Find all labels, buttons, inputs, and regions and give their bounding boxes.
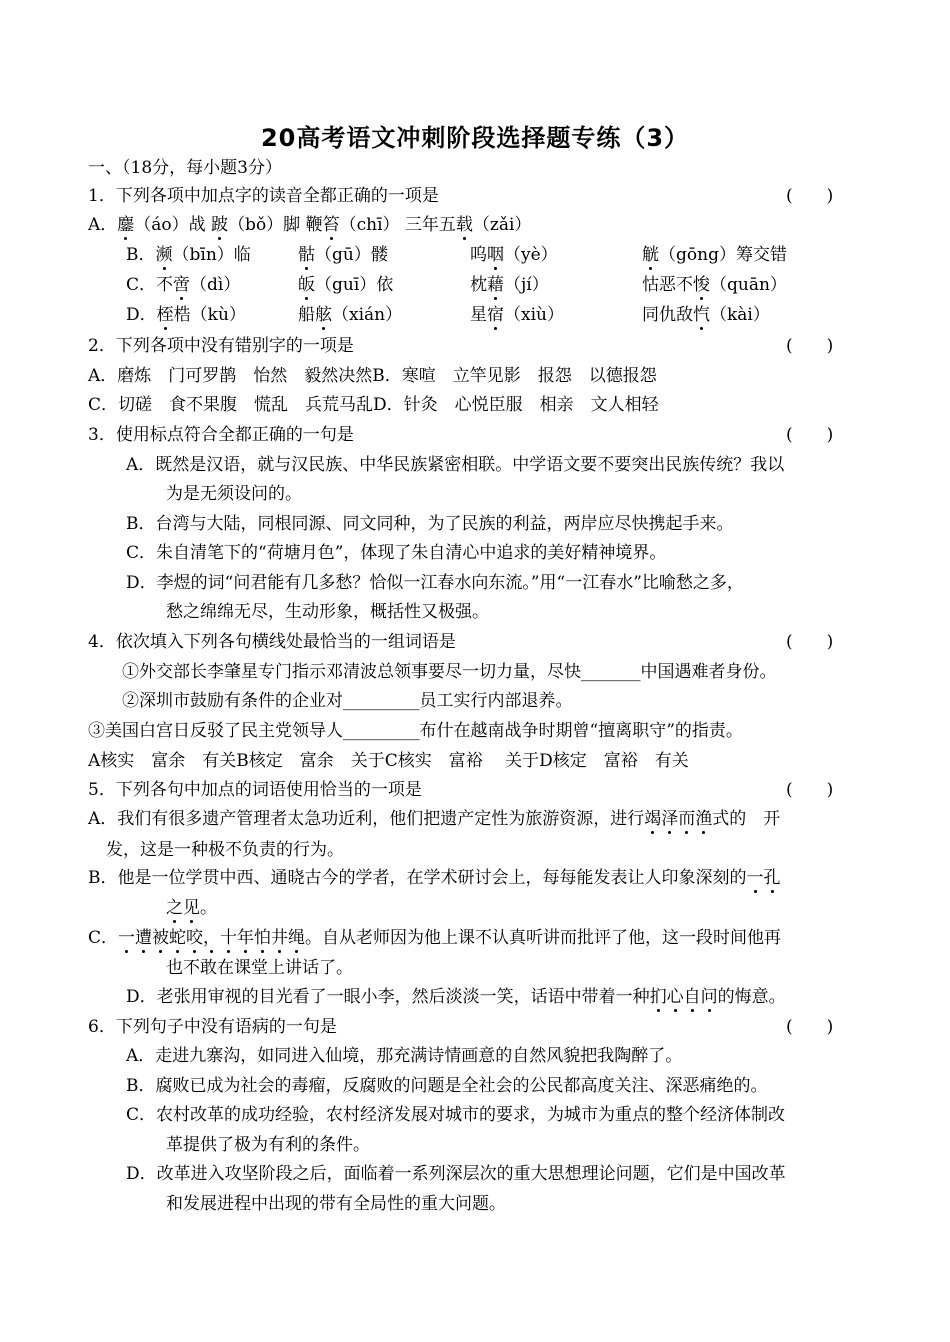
dotted-char: 年: [237, 928, 255, 948]
q6-option-c-cont: 革提供了极为有利的条件。: [166, 1135, 370, 1155]
q1-answer-paren: ( ): [786, 186, 834, 206]
dotted-char: 藉: [487, 275, 504, 295]
q1-option-d-item1: D．桎梏（kù）: [126, 305, 246, 325]
dotted-char: 忾: [693, 305, 710, 325]
q6-answer-paren: ( ): [786, 1017, 834, 1037]
q5-option-d: D．老张用审视的目光看了一眼小李，然后淡淡一笑，话语中带着一种扪心自问的悔意。: [126, 987, 786, 1007]
q2-stem: 2．下列各项中没有错别字的一项是: [88, 336, 354, 356]
dotted-char: 泽: [661, 809, 679, 829]
dotted-char: 自: [683, 987, 701, 1007]
dotted-char: 而: [678, 809, 696, 829]
dotted-char: 十: [220, 928, 238, 948]
dotted-char: 心: [666, 987, 684, 1007]
q3-option-a: A．既然是汉语，就与汉民族、中华民族紧密相联。中学语文要不要突出民族传统？我以: [126, 455, 785, 475]
q5-answer-paren: ( ): [786, 780, 834, 800]
q1-option-b-item4: 觥（gōng）筹交错: [642, 245, 787, 265]
q1-option-c-item1: C．不啻（dì）: [126, 275, 241, 295]
q1-option-b-item1: B．濒（bīn）临: [126, 245, 251, 265]
q2-options-ab: A．磨炼 门可罗鹊 怡然 毅然决然B．寒喧 立竿见影 报怨 以德报怨: [88, 366, 657, 386]
dotted-char: 皈: [298, 275, 315, 295]
q2-answer-paren: ( ): [786, 336, 834, 356]
dotted-char: 问: [700, 987, 718, 1007]
q5-option-c-cont: 也不敢在课堂上讲话了。: [166, 958, 353, 978]
q5-option-b-cont: 之见。: [166, 898, 217, 918]
dotted-char: 一: [746, 868, 764, 888]
dotted-char: 笞: [322, 215, 340, 235]
q5-option-a-cont: 发，这是一种极不负责的行为。: [106, 840, 344, 860]
q3-option-b: B．台湾与大陆，同根同源、同文同种，为了民族的利益，两岸应尽快携起手来。: [126, 514, 734, 534]
q1-option-c-item3: 枕藉（jí）: [470, 275, 549, 295]
q1-option-d-item3: 星宿（xiù）: [470, 305, 564, 325]
dotted-char: 被: [152, 928, 170, 948]
dotted-char: 一: [118, 928, 136, 948]
dotted-char: 濒: [155, 245, 173, 265]
dotted-char: 桎: [156, 305, 174, 325]
dotted-char: 载: [455, 215, 473, 235]
q4-answer-paren: ( ): [786, 632, 834, 652]
q3-option-d: D．李煜的词“问君能有几多愁？恰似一江春水向东流。”用“一江春水”比喻愁之多，: [126, 573, 744, 593]
q3-option-c: C．朱自清笔下的“荷塘月色”，体现了朱自清心中追求的美好精神境界。: [126, 543, 667, 563]
q1-option-b-item2: 骷（gū）髅: [298, 245, 388, 265]
dotted-char: 骷: [298, 245, 315, 265]
section-heading: 一、（18分，每小题3分）: [88, 158, 282, 178]
q5-option-b: B．他是一位学贯中西、通晓古今的学者，在学术研讨会上，每每能发表让人印象深刻的一孔: [88, 868, 781, 888]
q3-option-a-cont: 为是无须设问的。: [166, 484, 302, 504]
q6-option-b: B．腐败已成为社会的毒瘤，反腐败的问题是全社会的公民都高度关注、深恶痛绝的。: [126, 1076, 768, 1096]
q4-sentence-3: ③美国白宫日反驳了民主党领导人_________布什在越南战争时期曾“擅离职守”的指责。: [88, 721, 743, 741]
dotted-char: 扪: [649, 987, 667, 1007]
q1-stem: 1．下列各项中加点字的读音全都正确的一项是: [88, 186, 439, 206]
q1-option-a: A．鏖（áo）战 跛（bǒ）脚 鞭笞（chī） 三年五载（zǎi）: [88, 215, 532, 235]
q3-stem: 3．使用标点符合全都正确的一句是: [88, 425, 354, 445]
dotted-char: 渔: [695, 809, 713, 829]
q5-stem: 5．下列各句中加点的词语使用恰当的一项是: [88, 780, 422, 800]
dotted-char: 孔: [763, 868, 781, 888]
page-title: 20高考语文冲刺阶段选择题专练（3）: [260, 124, 690, 152]
dotted-phrase: [747, 868, 781, 888]
dotted-char: 遭: [135, 928, 153, 948]
dotted-phrase: [644, 809, 712, 829]
dotted-char: 舷: [315, 305, 332, 325]
q1-option-d-item4: 同仇敌忾（kài）: [642, 305, 770, 325]
dotted-char: 见: [183, 898, 200, 918]
dotted-char: 跛: [211, 215, 229, 235]
q6-option-a: A．走进九寨沟，如同进入仙境，那充满诗情画意的自然风貌把我陶醉了。: [126, 1046, 683, 1066]
dotted-char: 蛇: [169, 928, 187, 948]
dotted-char: 之: [166, 898, 183, 918]
q6-option-d-cont: 和发展进程中出现的带有全局性的重大问题。: [166, 1194, 506, 1214]
q1-option-b-item3: 呜咽（yè）: [470, 245, 558, 265]
q6-option-d: D．改革进入攻坚阶段之后，面临着一系列深层次的重大思想理论问题，它们是中国改革: [126, 1164, 786, 1184]
dotted-char: 宿: [487, 305, 504, 325]
dotted-char: 咬: [186, 928, 204, 948]
q4-sentence-1: ①外交部长李肇星专门指示邓清波总领事要尽一切力量，尽快_______中国遇难者身份。: [122, 662, 777, 682]
dotted-char: 咽: [487, 245, 504, 265]
dotted-phrase: [650, 987, 718, 1007]
q5-option-a: A．我们有很多遗产管理者太急功近利，他们把遗产定性为旅游资源，进行竭泽而渔式的 开: [88, 809, 781, 829]
q6-stem: 6．下列句子中没有语病的一句是: [88, 1017, 337, 1037]
dotted-char: 绳: [288, 928, 306, 948]
dotted-char: 觥: [642, 245, 659, 265]
dotted-char: ，: [203, 928, 221, 948]
q3-option-d-cont: 愁之绵绵无尽，生动形象，概括性又极强。: [166, 602, 489, 622]
q4-stem: 4．依次填入下列各句横线处最恰当的一组词语是: [88, 632, 456, 652]
dotted-char: 井: [271, 928, 289, 948]
q1-option-c-item2: 皈（guī）依: [298, 275, 394, 295]
dotted-char: 怕: [254, 928, 272, 948]
dotted-char: 悛: [693, 275, 710, 295]
dotted-char: 竭: [644, 809, 662, 829]
dotted-phrase: [118, 928, 305, 948]
q1-option-c-item4: 怙恶不悛（quān）: [642, 275, 787, 295]
q5-option-c: C．一遭被蛇咬，十年怕井绳。自从老师因为他上课不认真听讲而批评了他，这一段时间他再: [88, 928, 782, 948]
q3-answer-paren: ( ): [786, 425, 834, 445]
dotted-char: 鏖: [117, 215, 135, 235]
q1-option-d-item2: 船舷（xián）: [298, 305, 403, 325]
q4-options: A核实 富余 有关B核定 富余 关于C核实 富裕 关于D核定 富裕 有关: [88, 751, 689, 771]
dotted-char: 啻: [173, 275, 191, 295]
q6-option-c: C．农村改革的成功经验，农村经济发展对城市的要求，为城市为重点的整个经济体制改: [126, 1105, 786, 1125]
dotted-phrase: [166, 898, 200, 918]
q2-options-cd: C．切磋 食不果腹 慌乱 兵荒马乱D．针灸 心悦臣服 相亲 文人相轻: [88, 395, 659, 415]
q4-sentence-2: ②深圳市鼓励有条件的企业对_________员工实行内部退养。: [122, 691, 573, 711]
